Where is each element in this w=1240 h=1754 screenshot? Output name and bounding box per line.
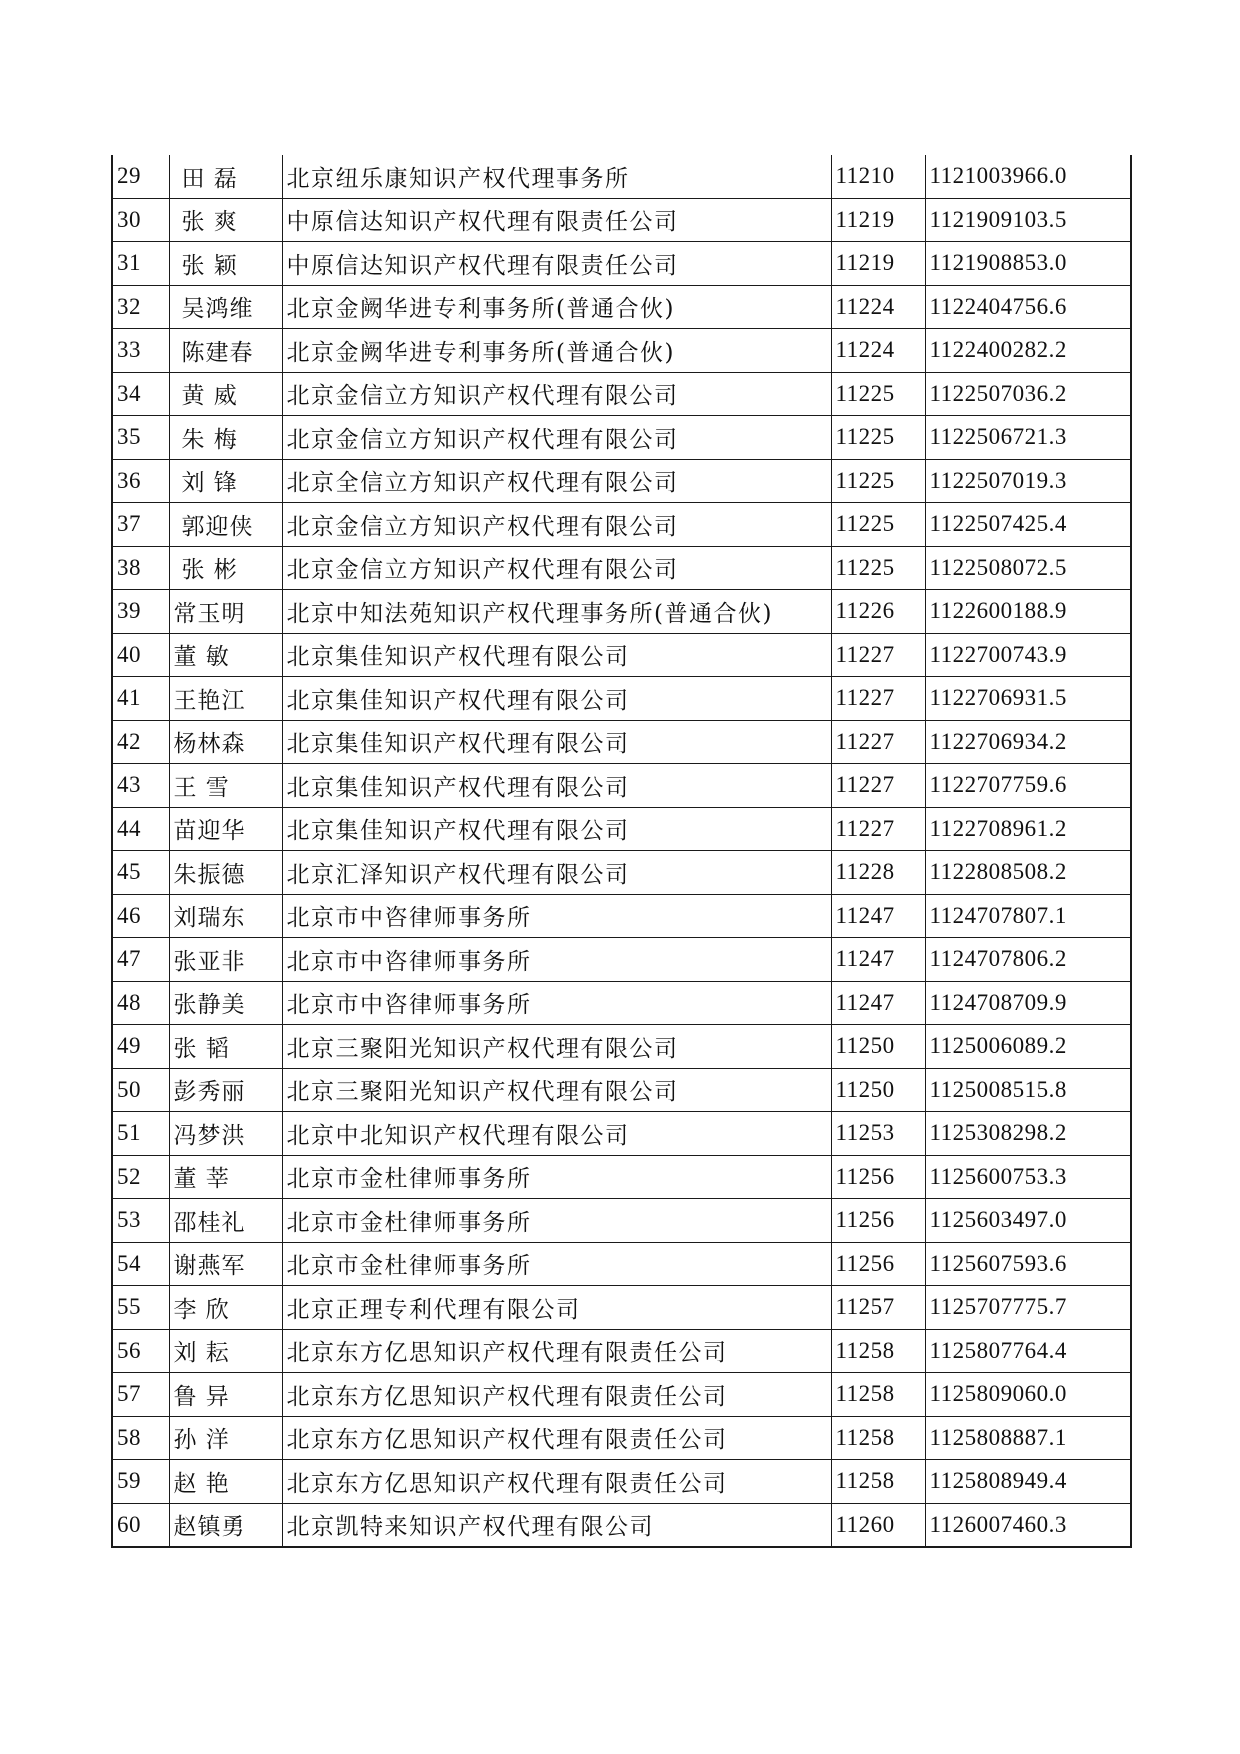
agency-code: 11247 — [831, 894, 925, 938]
certificate-number: 1125808887.1 — [925, 1416, 1131, 1460]
certificate-number: 1125308298.2 — [925, 1112, 1131, 1156]
agency-name: 北京凯特来知识产权代理有限公司 — [282, 1503, 831, 1547]
agent-name: 张 韬 — [169, 1025, 282, 1069]
certificate-number: 1124707807.1 — [925, 894, 1131, 938]
agent-name: 王艳江 — [169, 677, 282, 721]
agency-code: 11225 — [831, 416, 925, 460]
agency-code: 11258 — [831, 1373, 925, 1417]
agent-name: 朱振德 — [169, 851, 282, 895]
agent-name: 苗迎华 — [169, 807, 282, 851]
certificate-number: 1122700743.9 — [925, 633, 1131, 677]
agency-name: 北京东方亿思知识产权代理有限责任公司 — [282, 1416, 831, 1460]
agency-name: 北京市中咨律师事务所 — [282, 981, 831, 1025]
agency-name: 北京市金杜律师事务所 — [282, 1199, 831, 1243]
agency-code: 11260 — [831, 1503, 925, 1547]
row-number: 31 — [112, 242, 169, 286]
row-number: 37 — [112, 503, 169, 547]
row-number: 54 — [112, 1242, 169, 1286]
row-number: 50 — [112, 1068, 169, 1112]
certificate-number: 1125808949.4 — [925, 1460, 1131, 1504]
table-row — [112, 416, 1131, 460]
agency-name: 北京纽乐康知识产权代理事务所 — [282, 155, 831, 198]
agent-name: 赵镇勇 — [169, 1503, 282, 1547]
agency-name: 中原信达知识产权代理有限责任公司 — [282, 198, 831, 242]
table-row — [112, 1329, 1131, 1373]
certificate-number: 1121909103.5 — [925, 198, 1131, 242]
agency-code: 11256 — [831, 1155, 925, 1199]
table-row — [112, 1503, 1131, 1547]
certificate-number: 1122404756.6 — [925, 285, 1131, 329]
agency-code: 11225 — [831, 372, 925, 416]
agency-name: 北京三聚阳光知识产权代理有限公司 — [282, 1068, 831, 1112]
agency-code: 11225 — [831, 503, 925, 547]
agent-name: 张静美 — [169, 981, 282, 1025]
row-number: 41 — [112, 677, 169, 721]
certificate-number: 1125707775.7 — [925, 1286, 1131, 1330]
row-number: 59 — [112, 1460, 169, 1504]
agency-name: 北京集佳知识产权代理有限公司 — [282, 720, 831, 764]
agency-name: 北京集佳知识产权代理有限公司 — [282, 633, 831, 677]
agent-name: 陈建春 — [169, 329, 282, 373]
row-number: 30 — [112, 198, 169, 242]
table-row — [112, 1460, 1131, 1504]
agent-name: 董 莘 — [169, 1155, 282, 1199]
agency-code: 11225 — [831, 459, 925, 503]
table-row — [112, 677, 1131, 721]
agent-name: 赵 艳 — [169, 1460, 282, 1504]
table-row — [112, 503, 1131, 547]
certificate-number: 1125607593.6 — [925, 1242, 1131, 1286]
agency-code: 11227 — [831, 764, 925, 808]
agency-name: 北京东方亿思知识产权代理有限责任公司 — [282, 1373, 831, 1417]
certificate-number: 1121908853.0 — [925, 242, 1131, 286]
agency-name: 北京集佳知识产权代理有限公司 — [282, 764, 831, 808]
agent-name: 张 颖 — [169, 242, 282, 286]
table-row — [112, 1112, 1131, 1156]
table-row — [112, 894, 1131, 938]
agency-name: 北京金信立方知识产权代理有限公司 — [282, 546, 831, 590]
agency-name: 北京市中咨律师事务所 — [282, 938, 831, 982]
agency-code: 11227 — [831, 720, 925, 764]
row-number: 52 — [112, 1155, 169, 1199]
agent-name: 杨林森 — [169, 720, 282, 764]
agency-code: 11224 — [831, 329, 925, 373]
agency-code: 11258 — [831, 1329, 925, 1373]
agency-name: 北京市金杜律师事务所 — [282, 1155, 831, 1199]
agency-code: 11226 — [831, 590, 925, 634]
certificate-number: 1124707806.2 — [925, 938, 1131, 982]
agent-name: 刘 锋 — [169, 459, 282, 503]
certificate-number: 1125008515.8 — [925, 1068, 1131, 1112]
row-number: 60 — [112, 1503, 169, 1547]
agency-name: 北京中知法苑知识产权代理事务所(普通合伙) — [282, 590, 831, 634]
agency-name: 北京全信立方知识产权代理有限公司 — [282, 459, 831, 503]
table-row — [112, 851, 1131, 895]
table-row — [112, 720, 1131, 764]
agency-code: 11247 — [831, 938, 925, 982]
certificate-number: 1122506721.3 — [925, 416, 1131, 460]
agent-name: 田 磊 — [169, 155, 282, 198]
certificate-number: 1122708961.2 — [925, 807, 1131, 851]
certificate-number: 1124708709.9 — [925, 981, 1131, 1025]
row-number: 40 — [112, 633, 169, 677]
table-row — [112, 1373, 1131, 1417]
agent-name: 谢燕军 — [169, 1242, 282, 1286]
agency-name: 北京金信立方知识产权代理有限公司 — [282, 416, 831, 460]
agent-name: 朱 梅 — [169, 416, 282, 460]
table-row — [112, 546, 1131, 590]
agent-roster-table — [111, 155, 1132, 1548]
agency-name: 北京市金杜律师事务所 — [282, 1242, 831, 1286]
table-row — [112, 242, 1131, 286]
row-number: 43 — [112, 764, 169, 808]
table-row — [112, 372, 1131, 416]
row-number: 51 — [112, 1112, 169, 1156]
agency-name: 北京集佳知识产权代理有限公司 — [282, 677, 831, 721]
agency-name: 北京金信立方知识产权代理有限公司 — [282, 503, 831, 547]
table-row — [112, 764, 1131, 808]
row-number: 36 — [112, 459, 169, 503]
table-row — [112, 329, 1131, 373]
agency-name: 北京汇泽知识产权代理有限公司 — [282, 851, 831, 895]
agent-name: 邵桂礼 — [169, 1199, 282, 1243]
agent-name: 张亚非 — [169, 938, 282, 982]
agent-name: 吴鸿维 — [169, 285, 282, 329]
row-number: 44 — [112, 807, 169, 851]
table-row — [112, 1068, 1131, 1112]
certificate-number: 1122508072.5 — [925, 546, 1131, 590]
row-number: 56 — [112, 1329, 169, 1373]
agent-name: 王 雪 — [169, 764, 282, 808]
agency-code: 11258 — [831, 1460, 925, 1504]
certificate-number: 1122706934.2 — [925, 720, 1131, 764]
row-number: 55 — [112, 1286, 169, 1330]
row-number: 38 — [112, 546, 169, 590]
agency-code: 11256 — [831, 1199, 925, 1243]
certificate-number: 1125809060.0 — [925, 1373, 1131, 1417]
agency-name: 北京三聚阳光知识产权代理有限公司 — [282, 1025, 831, 1069]
agency-name: 北京正理专利代理有限公司 — [282, 1286, 831, 1330]
row-number: 47 — [112, 938, 169, 982]
row-number: 42 — [112, 720, 169, 764]
certificate-number: 1122507425.4 — [925, 503, 1131, 547]
certificate-number: 1122706931.5 — [925, 677, 1131, 721]
agent-name: 刘 耘 — [169, 1329, 282, 1373]
agency-code: 11247 — [831, 981, 925, 1025]
row-number: 57 — [112, 1373, 169, 1417]
agency-name: 中原信达知识产权代理有限责任公司 — [282, 242, 831, 286]
agent-name: 冯梦洪 — [169, 1112, 282, 1156]
agent-name: 刘瑞东 — [169, 894, 282, 938]
certificate-number: 1122400282.2 — [925, 329, 1131, 373]
table-row — [112, 938, 1131, 982]
agency-code: 11253 — [831, 1112, 925, 1156]
agent-name: 李 欣 — [169, 1286, 282, 1330]
agency-name: 北京金阙华进专利事务所(普通合伙) — [282, 329, 831, 373]
agency-name: 北京金信立方知识产权代理有限公司 — [282, 372, 831, 416]
table-row — [112, 633, 1131, 677]
row-number: 45 — [112, 851, 169, 895]
certificate-number: 1122707759.6 — [925, 764, 1131, 808]
agency-code: 11227 — [831, 677, 925, 721]
agency-code: 11250 — [831, 1025, 925, 1069]
agency-code: 11227 — [831, 633, 925, 677]
agent-name: 孙 洋 — [169, 1416, 282, 1460]
certificate-number: 1125807764.4 — [925, 1329, 1131, 1373]
table-row — [112, 981, 1131, 1025]
agency-code: 11219 — [831, 242, 925, 286]
agent-name: 黄 威 — [169, 372, 282, 416]
agency-code: 11225 — [831, 546, 925, 590]
agency-code: 11227 — [831, 807, 925, 851]
agency-name: 北京集佳知识产权代理有限公司 — [282, 807, 831, 851]
agent-name: 张 彬 — [169, 546, 282, 590]
agent-name: 郭迎侠 — [169, 503, 282, 547]
certificate-number: 1122808508.2 — [925, 851, 1131, 895]
row-number: 48 — [112, 981, 169, 1025]
agent-name: 彭秀丽 — [169, 1068, 282, 1112]
table-row — [112, 1286, 1131, 1330]
agency-code: 11210 — [831, 155, 925, 198]
agency-code: 11219 — [831, 198, 925, 242]
table-row — [112, 198, 1131, 242]
row-number: 32 — [112, 285, 169, 329]
agency-name: 北京东方亿思知识产权代理有限责任公司 — [282, 1329, 831, 1373]
table-row — [112, 1155, 1131, 1199]
table-row — [112, 459, 1131, 503]
agency-code: 11257 — [831, 1286, 925, 1330]
certificate-number: 1122507019.3 — [925, 459, 1131, 503]
table-row — [112, 285, 1131, 329]
certificate-number: 1122507036.2 — [925, 372, 1131, 416]
table-row — [112, 155, 1131, 198]
table-row — [112, 1025, 1131, 1069]
agency-name: 北京市中咨律师事务所 — [282, 894, 831, 938]
agent-name: 鲁 异 — [169, 1373, 282, 1417]
certificate-number: 1126007460.3 — [925, 1503, 1131, 1547]
agent-name: 常玉明 — [169, 590, 282, 634]
row-number: 53 — [112, 1199, 169, 1243]
agent-name: 张 爽 — [169, 198, 282, 242]
table-row — [112, 590, 1131, 634]
agency-code: 11224 — [831, 285, 925, 329]
certificate-number: 1125006089.2 — [925, 1025, 1131, 1069]
table-row — [112, 1199, 1131, 1243]
certificate-number: 1125603497.0 — [925, 1199, 1131, 1243]
table-row — [112, 807, 1131, 851]
certificate-number: 1121003966.0 — [925, 155, 1131, 198]
row-number: 39 — [112, 590, 169, 634]
table-row — [112, 1242, 1131, 1286]
agency-code: 11256 — [831, 1242, 925, 1286]
row-number: 34 — [112, 372, 169, 416]
agency-name: 北京东方亿思知识产权代理有限责任公司 — [282, 1460, 831, 1504]
agency-code: 11258 — [831, 1416, 925, 1460]
row-number: 46 — [112, 894, 169, 938]
roster-body — [112, 155, 1131, 1547]
table-row — [112, 1416, 1131, 1460]
row-number: 33 — [112, 329, 169, 373]
agency-code: 11250 — [831, 1068, 925, 1112]
agency-code: 11228 — [831, 851, 925, 895]
agency-name: 北京中北知识产权代理有限公司 — [282, 1112, 831, 1156]
row-number: 58 — [112, 1416, 169, 1460]
certificate-number: 1125600753.3 — [925, 1155, 1131, 1199]
row-number: 49 — [112, 1025, 169, 1069]
row-number: 29 — [112, 155, 169, 198]
certificate-number: 1122600188.9 — [925, 590, 1131, 634]
agent-name: 董 敏 — [169, 633, 282, 677]
row-number: 35 — [112, 416, 169, 460]
agency-name: 北京金阙华进专利事务所(普通合伙) — [282, 285, 831, 329]
